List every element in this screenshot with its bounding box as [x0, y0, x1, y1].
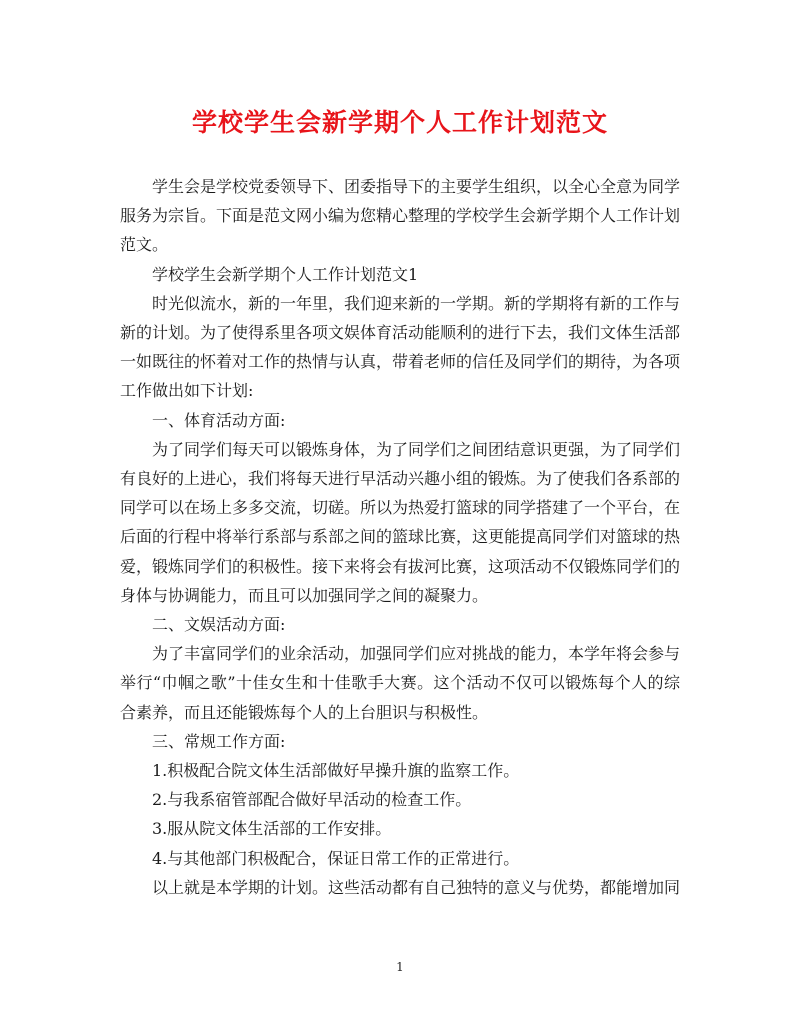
paragraph-sports: 为了同学们每天可以锻炼身体，为了同学们之间团结意识更强，为了同学们有良好的上进心，我们将每天进行早活动兴趣小组的锻炼。为了使我们各系部的同学可以在场上多多交流，切磋。所以为热爱打篮球的同学搭建了一个平台，在后面的行程中将举行系部与系部之间的篮球比赛，这更能提高同学们对篮球的热爱，锻炼同学们的积极性。接下来将会有拔河比赛，这项活动不仅锻炼同学们的身体与协调能力，而且可以加强同学之间的凝聚力。 — [120, 439, 681, 605]
document-body — [120, 172, 680, 902]
list-item: 2.与我系宿管部配合做好早活动的检查工作。 — [152, 790, 472, 810]
list-item: 3.服从院文体生活部的工作安排。 — [152, 819, 392, 839]
paragraph-opening: 时光似流水，新的一年里，我们迎来新的一学期。新的学期将有新的工作与新的计划。为了使得系里各项文娱体育活动能顺利的进行下去，我们文体生活部一如既往的怀着对工作的热情与认真，带着老师的信任及同学们的期待，为各项工作做出如下计划: — [120, 293, 681, 401]
list-item: 4.与其他部门积极配合，保证日常工作的正常进行。 — [152, 848, 520, 868]
paragraph-closing: 以上就是本学期的计划。这些活动都有自己独特的意义与优势，都能增加同 — [152, 877, 681, 897]
page-number: 1 — [396, 960, 404, 974]
section-heading-1: 学校学生会新学期个人工作计划范文1 — [152, 264, 419, 284]
page-title: 学校学生会新学期个人工作计划范文 — [191, 108, 608, 137]
subheading-sports: 一、体育活动方面: — [152, 410, 286, 430]
list-item: 1.积极配合院文体生活部做好早操升旗的监察工作。 — [152, 761, 520, 781]
paragraph-intro: 学生会是学校党委领导下、团委指导下的主要学生组织，以全心全意为同学服务为宗旨。下面是范文网小编为您精心整理的学校学生会新学期个人工作计划范文。 — [120, 177, 681, 255]
paragraph-entertainment: 为了丰富同学们的业余活动，加强同学们应对挑战的能力，本学年将会参与举行“巾帼之歌”十佳女生和十佳歌手大赛。这个活动不仅可以锻炼每个人的综合素养，而且还能锻炼每个人的上台胆识与积极性。 — [120, 644, 681, 722]
subheading-entertainment: 二、文娱活动方面: — [152, 615, 286, 635]
subheading-routine: 三、常规工作方面: — [152, 731, 286, 751]
